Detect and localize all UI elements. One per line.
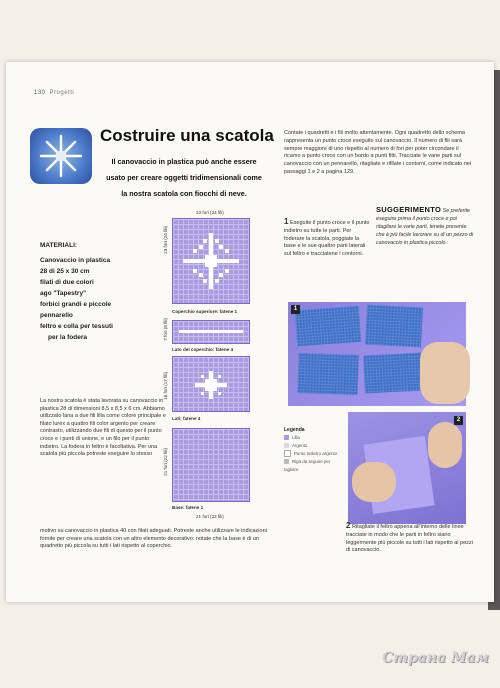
material-item: feltro e colla per tessuti [40,323,113,330]
watermark: Страна Мам [382,650,489,666]
snowflake-box-photo [30,128,92,184]
page-header [34,90,74,96]
side-chart [172,356,250,412]
legend-item: Lilla [284,434,344,442]
material-item: filati di due colori [40,279,94,286]
lid-edge-caption: Lato del coperchio: fatene 4 [172,347,234,352]
canvas-piece [365,305,423,348]
side-height-label: 16 fori (17 fili) [163,372,168,400]
step-2 [346,522,478,555]
base-height-label: 21 fori (22 fili) [163,448,168,476]
snowflake-icon [30,128,92,184]
side-caption: Lati: fatene 4 [172,416,201,421]
step-1 [284,218,370,259]
suggestion-text: Se preferite eseguire prima il punto croce e poi ritagliare le varie parti, tenete presente che è più facile lavorare su di un pezzo di canovaccio in plastica piccolo. [376,208,474,246]
step-badge: 2 [454,416,463,425]
page-title: Costruire una scatola [100,126,274,145]
suggestion-box [376,206,476,247]
body-text: La nostra scatola è stata lavorata su canovaccio in plastica 28 di dimensioni 8,5 x 8,5 x 6 cm. Abbiamo utilizzato lana a due fili lilla come colore principale e filato lurex a quattro fili color argento per creare contrasto, utilizzando due fili di questo per il punto croce e i punti di unione, e un filo per il punto indietro. La fodera in feltro è facoltativa. Per una scatola più piccola potreste eseguire lo stesso [40,398,166,458]
material-item: Canovaccio in plastica [40,257,111,264]
base-chart [172,428,250,502]
step-badge: 1 [291,305,300,314]
snowflake-motif [173,219,249,303]
lid-edge-height-label: 7 fori (8 fili) [163,318,168,341]
base-caption: Base: fatene 1 [172,505,204,510]
material-item: pennarello [40,312,73,319]
body-text-continued: motivo su canovaccio in plastica 40 con filati adeguati. Potreste anche utilizzare le indicazioni fornite per creare una scatola con un altro elemento decorativo: notate che la base è di un quadretto più piccola su tutti i lati rispetto al coperchio. [40,528,267,550]
step-1-text: Eseguite il punto croce e il punto indietro su tutte le parti. Per foderare la scatola, poggiate la base e le sue quattro parti laterali sul feltro e tracciatene i contorni. [284,220,370,258]
materials-list [40,255,170,343]
legend-swatch-cutline [284,459,289,464]
hand [352,462,396,502]
legend-item: Punto indietro argento [284,450,344,458]
suggestion-heading: SUGGERIMENTO [376,205,442,214]
section-label: Progetti [49,90,75,96]
legend-item: Riga da seguire per tagliare [284,459,331,472]
material-item: 28 di 25 x 30 cm [40,268,90,275]
canvas-piece [295,306,361,346]
material-item: ago "Tapestry" [40,290,87,297]
page-number: 130 [34,90,46,96]
materials-heading: MATERIALI: [40,242,78,249]
lid-width-label: 23 fori (24 fili) [196,210,224,215]
legend-swatch-lilac [284,435,289,440]
step-2-number: 2 [346,521,351,530]
material-item: forbici grandi e piccole [40,301,112,308]
lid-height-label: 23 fori (24 fili) [163,226,168,254]
lid-caption: Coperchio superiore: fatene 1 [172,309,238,314]
lid-edge-motif [173,321,249,343]
legend-swatch-backstitch [284,450,291,457]
lid-chart [172,218,250,304]
step-2-photo [348,412,466,524]
canvas-piece [363,353,423,394]
material-item: per la fodera [48,334,88,341]
legend-item: Argento [284,442,344,450]
intro-text: Il canovaccio in plastica può anche essere usato per creare oggetti tridimensionali come la nostra scatola con fiocchi di neve. [106,157,262,198]
legend-swatch-silver [284,443,289,448]
legend [284,426,344,474]
hand [428,422,462,468]
canvas-piece [297,353,358,395]
side-snowflake-motif [173,357,249,411]
instructions-intro: Contate i quadretti e i fili molto attentamente. Ogni quadretto dello schema rappresenta un punto croce eseguito sul canovaccio. Il numero di fili sarà sempre maggiore di uno rispetto al numero di fori per poter circondare il ricamo a punto croce con un bordo a punti fitti. Tracciate le varie parti sul canovaccio con un pennarello, ritagliate e rifilate i contorni, come indicato nei passaggi 1 e 2 a pagina 129. [284,130,472,175]
step-1-photo [288,302,466,406]
legend-title: Legenda [284,427,305,433]
base-width-label: 21 fori (22 fili) [196,514,224,519]
lid-edge-chart [172,320,250,344]
hand [420,342,470,404]
step-1-number: 1 [284,217,289,226]
step-2-text: Ritagliate il feltro appena all'interno delle linee tracciate in modo che le parti in feltro siano leggermente più piccole su tutti i lati rispetto ai pezzi di canovaccio. [346,524,473,554]
